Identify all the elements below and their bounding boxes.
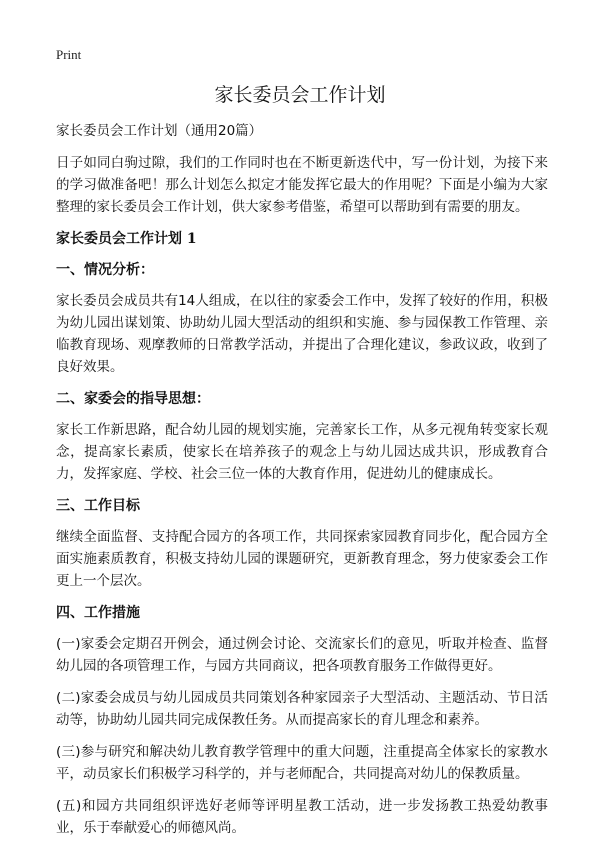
measure-paragraph: (三)参与研究和解决幼儿教育教学管理中的重大问题，注重提高全体家长的家教水平，动员家长们积极学习科学的，并与老师配合，共同提高对幼儿的保教质量。 <box>56 744 548 782</box>
document-body <box>56 120 548 849</box>
intro-paragraph: 日子如同白驹过隙，我们的工作同时也在不断更新迭代中，写一份计划，为接下来的学习做准备吧！那么计划怎么拟定才能发挥它最大的作用呢？下面是小编为大家整理的家长委员会工作计划，供大家参考借鉴，希望可以帮助到有需要的朋友。 <box>56 155 548 215</box>
measure-paragraph: (五)和园方共同组织评选好老师等评明星教工活动，进一步发扬教工热爱幼教事业，乐于奉献爱心的师德风尚。 <box>56 798 548 836</box>
section-heading-goals: 三、工作目标 <box>56 498 140 514</box>
section-heading-situation: 一、情况分析： <box>56 262 154 278</box>
print-link[interactable]: Print <box>56 47 82 62</box>
measure-paragraph: (一)家委会定期召开例会，通过例会讨论、交流家长们的意见，听取并检查、监督幼儿园的各项管理工作，与园方共同商议，把各项教育服务工作做得更好。 <box>56 636 548 674</box>
measure-paragraph: (二)家委会成员与幼儿园成员共同策划各种家园亲子大型活动、主题活动、节日活动等，协助幼儿园共同完成保教任务。从而提高家长的育儿理念和素养。 <box>56 690 548 728</box>
document-title: 家长委员会工作计划 <box>214 84 386 106</box>
section-paragraph: 家长委员会成员共有14人组成，在以往的家委会工作中，发挥了较好的作用，积极为幼儿园出谋划策、协助幼儿园大型活动的组织和实施、参与园保教工作管理、亲临教育现场、观摩教师的日常教学活动，并提出了合理化建议，参政议政，收到了良好效果。 <box>56 293 548 375</box>
section-paragraph: 家长工作新思路，配合幼儿园的规划实施，完善家长工作，从多元视角转变家长观念，提高家长素质，使家长在培养孩子的观念上与幼儿园达成共识，形成教育合力，发挥家庭、学校、社会三位一体的大教育作用，促进幼儿的健康成长。 <box>56 422 548 482</box>
section-heading-measures: 四、工作措施 <box>56 605 140 621</box>
plan-title: 家长委员会工作计划 1 <box>56 231 197 247</box>
document-subtitle: 家长委员会工作计划（通用20篇） <box>56 123 263 139</box>
section-heading-guiding-idea: 二、家委会的指导思想： <box>56 391 210 407</box>
section-paragraph: 继续全面监督、支持配合园方的各项工作，共同探索家园教育同步化，配合园方全面实施素质教育，积极支持幼儿园的课题研究，更新教育理念，努力使家委会工作更上一个层次。 <box>56 529 548 589</box>
